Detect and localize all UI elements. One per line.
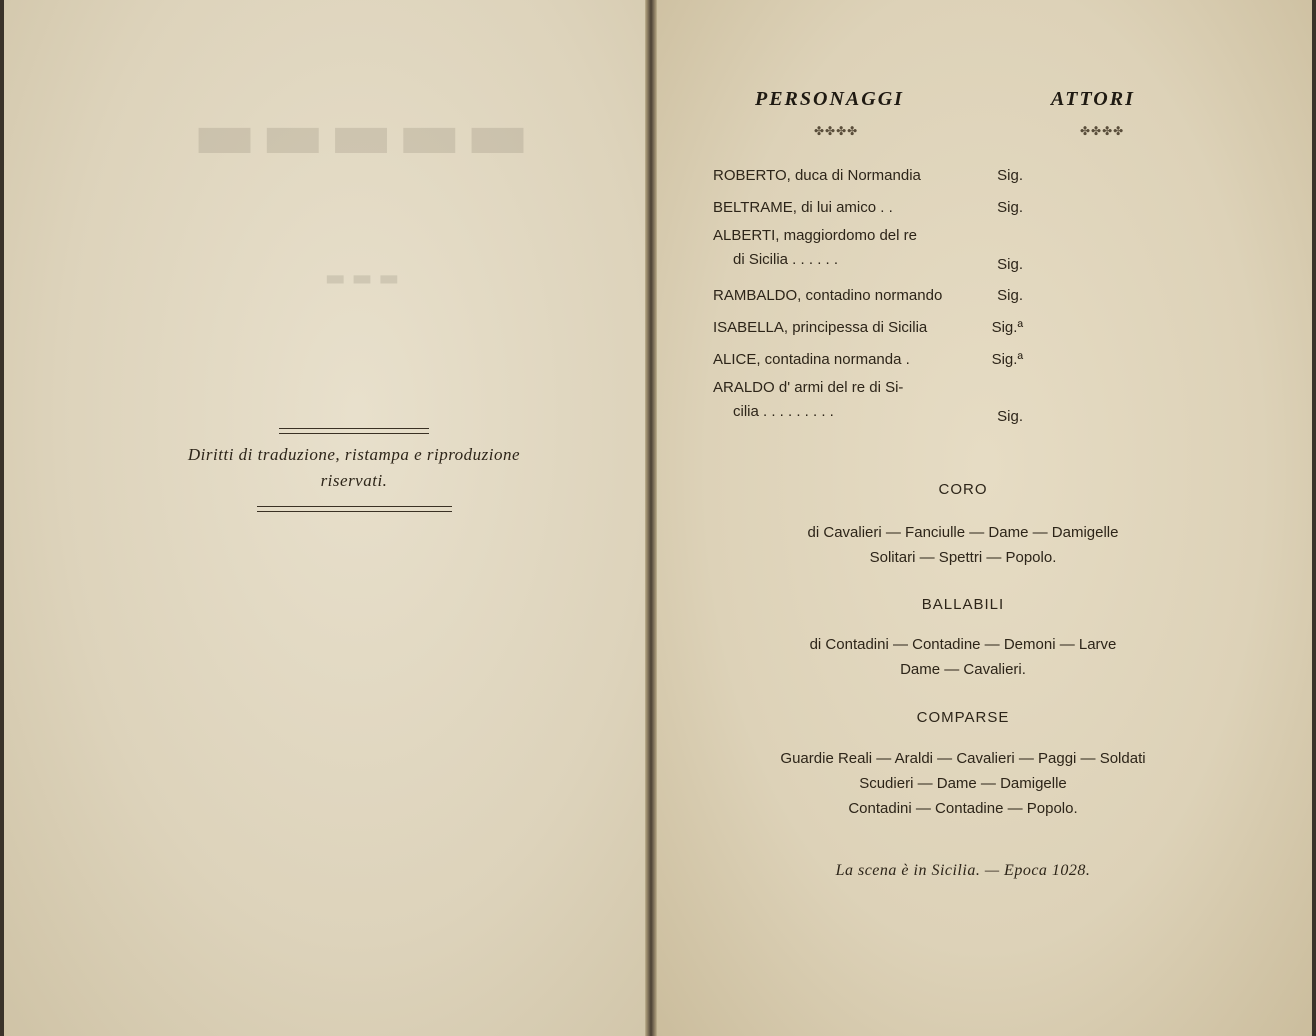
cast-role: ARALDO d' armi del re di Si- <box>713 379 904 396</box>
cast-row-alice <box>713 344 1023 376</box>
ballabili-line-2: Dame — Cavalieri. <box>900 661 1026 678</box>
ballabili-line-1: di Contadini — Contadine — Demoni — Larve <box>809 636 1117 653</box>
cast-sig: Sig. <box>997 408 1023 425</box>
cast-role: ALBERTI, maggiordomo del re <box>713 227 917 244</box>
comparse-line-2: Scudieri — Dame — Damigelle <box>859 775 1067 792</box>
rights-line-1: Diritti di traduzione, ristampa e riproduzione <box>187 445 521 464</box>
comparse-line-1: Guardie Reali — Araldi — Cavalieri — Paggi — Soldati <box>780 750 1146 767</box>
cast-role: ROBERTO, duca di Normandia <box>713 167 921 184</box>
coro-line-2: Solitari — Spettri — Popolo. <box>869 549 1057 566</box>
ballabili-body <box>657 632 1269 682</box>
cast-role: ISABELLA, principessa di Sicilia <box>713 319 928 336</box>
cast-role: RAMBALDO, contadino normando <box>713 287 943 304</box>
ballabili-title: BALLABILI <box>921 596 1005 613</box>
bottom-double-rule <box>257 506 452 512</box>
scene-note: La scena è in Sicilia. — Epoca 1028. <box>835 862 1091 879</box>
cast-sig: Sig. <box>997 256 1023 273</box>
cast-row-araldo <box>713 376 1023 432</box>
top-double-rule <box>279 428 429 434</box>
cast-role-cont: cilia . . . . . . . . . <box>733 403 834 420</box>
comparse-title: COMPARSE <box>916 709 1010 726</box>
coro-line-1: di Cavalieri — Fanciulle — Dame — Damigelle <box>807 524 1119 541</box>
cast-sig: Sig. <box>997 167 1023 184</box>
comparse-line-3: Contadini — Contadine — Popolo. <box>848 800 1078 817</box>
cast-row-alberti <box>713 224 1023 280</box>
cast-role: ALICE, contadina normanda . <box>713 351 910 368</box>
comparse-body <box>657 746 1269 821</box>
right-page <box>656 0 1312 1036</box>
rights-notice <box>104 428 604 512</box>
cast-list <box>713 160 1023 432</box>
personaggi-heading: PERSONAGGI <box>755 88 904 110</box>
cast-row-beltrame <box>713 192 1023 224</box>
cast-sig: Sig. <box>997 199 1023 216</box>
left-page <box>4 0 646 1036</box>
ornament-right: ✤✤✤✤ <box>1080 124 1125 138</box>
cast-role-cont: di Sicilia . . . . . . <box>733 251 839 268</box>
coro-body <box>657 520 1269 570</box>
cast-sig: Sig. <box>997 287 1023 304</box>
cast-row-roberto <box>713 160 1023 192</box>
cast-row-isabella <box>713 312 1023 344</box>
ornament-left: ✤✤✤✤ <box>814 124 859 138</box>
book-gutter <box>646 0 656 1036</box>
coro-title: CORO <box>938 481 988 498</box>
cast-role: BELTRAME, di lui amico . . <box>713 199 893 216</box>
attori-heading: ATTORI <box>1051 88 1135 110</box>
cast-sig: Sig.ª <box>991 351 1023 368</box>
cast-row-rambaldo <box>713 280 1023 312</box>
show-through-ghost-text: ▬▬▬▬▬ ▬▬▬ <box>188 95 530 291</box>
rights-line-2: riservati. <box>320 471 388 490</box>
cast-sig: Sig.ª <box>991 319 1023 336</box>
